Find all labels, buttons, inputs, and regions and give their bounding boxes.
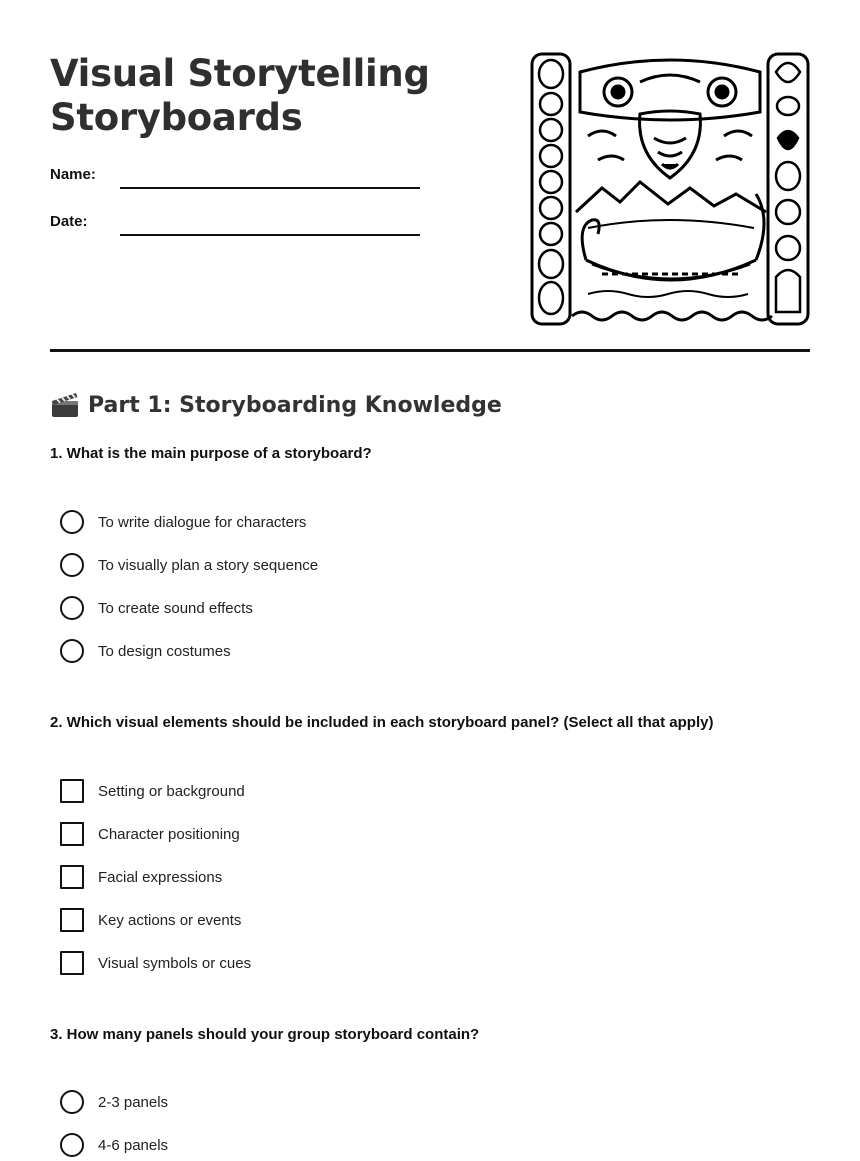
checkbox[interactable] [60, 951, 84, 975]
radio-button[interactable] [60, 596, 84, 620]
header-divider [50, 349, 810, 352]
option-label: 4-6 panels [98, 1136, 169, 1154]
option-label: Facial expressions [98, 868, 223, 886]
q2-option-4[interactable] [60, 907, 241, 933]
clapperboard-icon [50, 391, 80, 419]
option-label: To create sound effects [98, 599, 253, 617]
checkbox[interactable] [60, 865, 84, 889]
q2-option-3[interactable] [60, 864, 222, 890]
page-title [50, 52, 430, 140]
radio-button[interactable] [60, 553, 84, 577]
date-field[interactable] [120, 234, 420, 236]
name-field[interactable] [120, 187, 420, 189]
q2-option-2[interactable] [60, 821, 240, 847]
question-1: 1. What is the main purpose of a storyboard? [50, 445, 372, 462]
radio-button[interactable] [60, 1133, 84, 1157]
title-line-1: Visual Storytelling [50, 52, 430, 95]
section-title: Part 1: Storyboarding Knowledge [88, 392, 502, 418]
q2-option-5[interactable] [60, 950, 251, 976]
q3-option-2[interactable] [60, 1132, 168, 1158]
option-label: Setting or background [98, 782, 245, 800]
radio-button[interactable] [60, 1090, 84, 1114]
name-label: Name: [50, 166, 96, 183]
option-label: 2-3 panels [98, 1093, 169, 1111]
q2-option-1[interactable] [60, 778, 245, 804]
question-2: 2. Which visual elements should be included in each storyboard panel? (Select all that apply) [50, 714, 714, 731]
date-label: Date: [50, 213, 88, 230]
question-3: 3. How many panels should your group storyboard contain? [50, 1026, 480, 1043]
title-line-2: Storyboards [50, 96, 303, 139]
q1-option-2[interactable] [60, 552, 318, 578]
option-label: To visually plan a story sequence [98, 556, 319, 574]
q1-option-1[interactable] [60, 509, 306, 535]
q1-option-4[interactable] [60, 638, 231, 664]
maori-carving-illustration-icon [528, 52, 812, 328]
section-header [50, 388, 502, 422]
radio-button[interactable] [60, 510, 84, 534]
option-label: Visual symbols or cues [98, 954, 252, 972]
checkbox[interactable] [60, 822, 84, 846]
checkbox[interactable] [60, 908, 84, 932]
radio-button[interactable] [60, 639, 84, 663]
q3-option-1[interactable] [60, 1089, 168, 1115]
option-label: Key actions or events [98, 911, 242, 929]
checkbox[interactable] [60, 779, 84, 803]
option-label: To design costumes [98, 642, 231, 660]
option-label: Character positioning [98, 825, 240, 843]
q1-option-3[interactable] [60, 595, 253, 621]
option-label: To write dialogue for characters [98, 513, 307, 531]
